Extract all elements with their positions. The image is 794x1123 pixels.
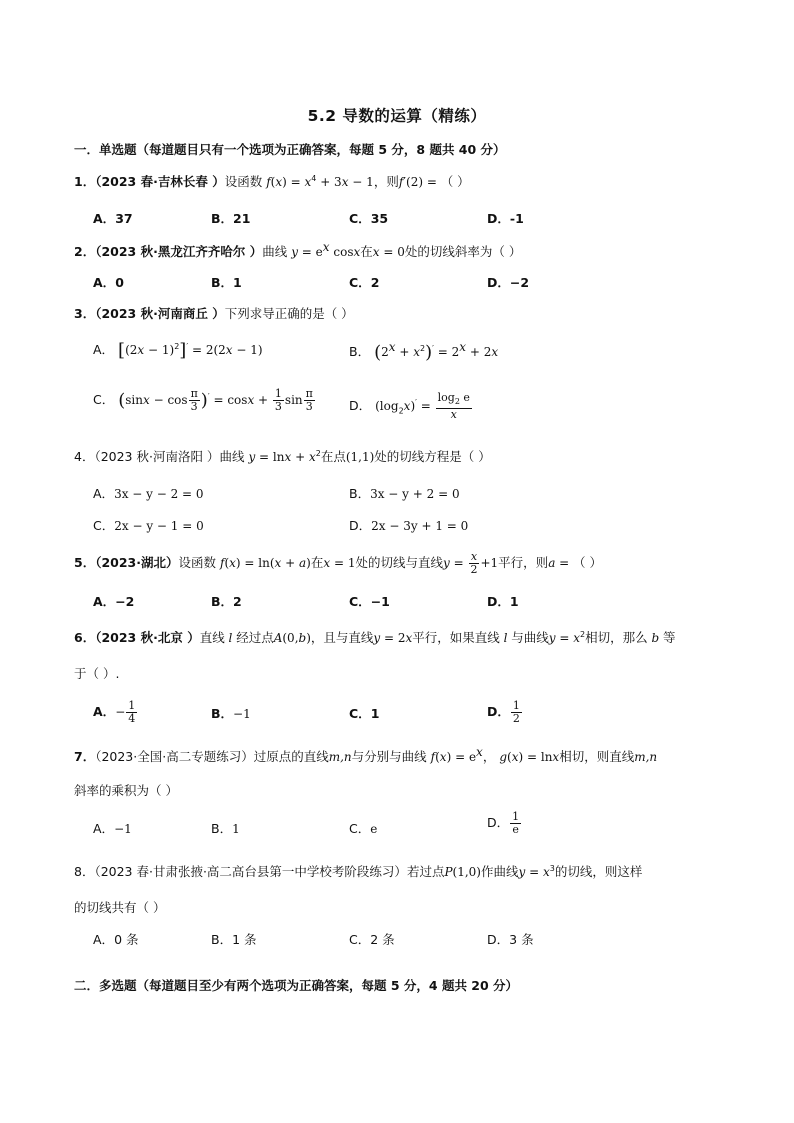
question-text: 作曲线 — [480, 864, 519, 879]
question-number: 5． — [74, 555, 96, 570]
question-text: 设函数 — [178, 555, 217, 570]
option-d[interactable]: D．−2 — [487, 275, 530, 290]
formula: $y = x^2$ — [548, 629, 586, 645]
formula: m,n — [634, 750, 658, 765]
question-text: ，则 — [373, 174, 399, 189]
question-source: （2023·全国·高二专题练习） — [95, 749, 254, 765]
question-source: （2023 秋·北京 ） — [95, 630, 200, 645]
question-2 — [74, 240, 521, 260]
question-text: 经过点 — [236, 630, 274, 645]
question-text: 的切线，则这样 — [554, 864, 643, 879]
question-number: 7． — [74, 749, 96, 765]
question-text: 处的切线与直线 — [355, 555, 443, 570]
question-4 — [74, 447, 491, 465]
question-text: 平行，则 — [498, 555, 549, 570]
option-b[interactable]: B．−1 — [211, 706, 251, 721]
option-c[interactable]: C．2x − y − 1 = 0 — [93, 518, 204, 533]
question-number: 3． — [74, 306, 96, 321]
formula: A(0,b) — [273, 631, 311, 645]
option-d[interactable]: D．2x − 3y + 1 = 0 — [349, 518, 469, 533]
option-c[interactable]: C．35 — [349, 211, 389, 226]
question-number: 1． — [74, 174, 96, 189]
question-source: （2023 春·甘肃张掖·高二高台县第一中学校考阶段练习） — [94, 864, 407, 879]
question-source: （2023·湖北） — [95, 555, 179, 570]
formula: m,n — [328, 750, 352, 765]
question-text: 处的切线斜率为（ ） — [404, 244, 522, 260]
option-d[interactable]: D． $(\log_2x)'$ = $\frac{\log_2 e}{x}$ — [349, 391, 470, 422]
option-d[interactable]: D．1 — [487, 594, 519, 609]
question-8 — [74, 862, 642, 880]
question-source: （2023 秋·河南商丘 ） — [95, 306, 225, 321]
question-source: （2023 秋·河南洛阳 ） — [94, 449, 220, 464]
option-d[interactable]: D． $\frac{1}{e}$ — [487, 810, 520, 836]
formula: a = — [548, 556, 574, 570]
option-c[interactable]: C．1 — [349, 706, 380, 721]
formula: l — [499, 631, 512, 645]
formula: P(1,0) — [444, 865, 481, 879]
question-text: 相切，则直线 — [559, 749, 635, 765]
question-3 — [74, 304, 354, 322]
question-text: 处的切线方程是（ ） — [374, 449, 491, 464]
formula: $y = e^x$ cosx — [291, 240, 361, 260]
option-a[interactable]: A．− $\frac{1}{4}$ — [93, 699, 136, 725]
question-text: 平行，如果直线 — [412, 630, 500, 645]
section-2-heading: 二．多选题（每道题目至少有两个选项为正确答案，每题 5 分，4 题共 20 分） — [74, 978, 519, 993]
question-6 — [74, 628, 675, 646]
question-number: 6． — [74, 630, 96, 645]
option-b[interactable]: B．1 — [211, 821, 240, 836]
option-b[interactable]: B． $(2^x + x^2)' = 2^x + 2x$ — [349, 340, 499, 364]
option-a[interactable]: A． $[(2x - 1)^2]' = 2(2x - 1)$ — [93, 340, 263, 361]
option-a[interactable]: A．3x − y − 2 = 0 — [93, 486, 204, 501]
option-d[interactable]: D．3 条 — [487, 932, 534, 947]
question-text: ，且与直线 — [310, 630, 374, 645]
question-number: 2． — [74, 244, 96, 260]
question-text: 曲线 — [262, 244, 288, 260]
question-7-line-2: 斜率的乘积为（ ） — [74, 783, 178, 798]
formula: $y = \ln x + x^2$ — [248, 448, 321, 464]
question-number: 8． — [74, 864, 95, 879]
formula: $y = x^3$ — [518, 863, 555, 879]
question-text: 直线 — [199, 630, 225, 645]
formula: y = $\frac{x}{2}$ +1 — [443, 550, 499, 576]
formula: b — [647, 631, 663, 645]
option-c[interactable]: C．2 条 — [349, 932, 395, 947]
formula: (1,1) — [345, 450, 375, 464]
option-b[interactable]: B．3x − y + 2 = 0 — [349, 486, 460, 501]
question-number: 4． — [74, 449, 95, 464]
question-text: 在点 — [320, 449, 346, 464]
question-text: 若过点 — [406, 864, 445, 879]
option-b[interactable]: B．1 条 — [211, 932, 257, 947]
option-d[interactable]: D． $\frac{1}{2}$ — [487, 699, 520, 725]
option-c[interactable]: C．−1 — [349, 594, 390, 609]
question-text: （ ） — [573, 555, 603, 570]
question-text: 与曲线 — [511, 630, 549, 645]
option-a[interactable]: A．37 — [93, 211, 133, 226]
option-a[interactable]: A．0 — [93, 275, 124, 290]
question-7 — [74, 745, 657, 765]
question-source: （2023 春·吉林长春 ） — [95, 174, 225, 189]
question-text: （ ） — [440, 174, 470, 189]
question-text: 过原点的直线 — [253, 749, 329, 765]
option-c[interactable]: C． (sinx − cos $\frac{\pi}{3}$ )′ = cosx + $\frac{1}{3}$ sin $\frac{\pi}{3}$ — [93, 387, 313, 413]
option-b[interactable]: B．2 — [211, 594, 242, 609]
option-c[interactable]: C．e — [349, 821, 378, 836]
option-b[interactable]: B．21 — [211, 211, 251, 226]
formula: x = 0 — [372, 245, 405, 260]
formula: $f(x) = x^4 + 3x - 1$ — [266, 173, 374, 189]
question-text: 相切，那么 — [585, 630, 648, 645]
formula: g(x) = lnx — [499, 750, 560, 765]
section-1-heading: 一．单选题（每道题目只有一个选项为正确答案，每题 5 分，8 题共 40 分） — [74, 142, 506, 157]
page-title: 5.2 导数的运算（精练） — [307, 107, 487, 125]
option-a[interactable]: A．−2 — [93, 594, 135, 609]
question-text: 在 — [310, 555, 324, 570]
question-text: 与分别与曲线 — [351, 749, 427, 765]
question-8-line-2: 的切线共有（ ） — [74, 900, 166, 915]
question-text: 下列求导正确的是（ ） — [224, 306, 354, 321]
formula: x = 1 — [323, 556, 356, 570]
option-c[interactable]: C．2 — [349, 275, 380, 290]
question-1 — [74, 172, 470, 190]
formula: f′(2) = — [398, 175, 441, 189]
question-text: 设函数 — [224, 174, 263, 189]
question-text: 等 — [662, 630, 676, 645]
formula: y = 2x — [373, 631, 413, 645]
question-text: 在 — [360, 244, 373, 260]
question-source: （2023 秋·黑龙江齐齐哈尔 ） — [95, 244, 263, 260]
question-text: ， — [482, 749, 496, 765]
option-d[interactable]: D．-1 — [487, 211, 524, 226]
option-b[interactable]: B．1 — [211, 275, 242, 290]
formula: f(x) = ln(x + a) — [220, 556, 311, 570]
formula: $f(x) = e^x$ — [430, 745, 483, 765]
question-text: 曲线 — [219, 449, 245, 464]
question-5 — [74, 551, 602, 576]
question-6-line-2: 于（ ）. — [74, 666, 120, 681]
formula: l — [224, 631, 237, 645]
option-a[interactable]: A．0 条 — [93, 932, 139, 947]
option-a[interactable]: A．−1 — [93, 821, 132, 836]
